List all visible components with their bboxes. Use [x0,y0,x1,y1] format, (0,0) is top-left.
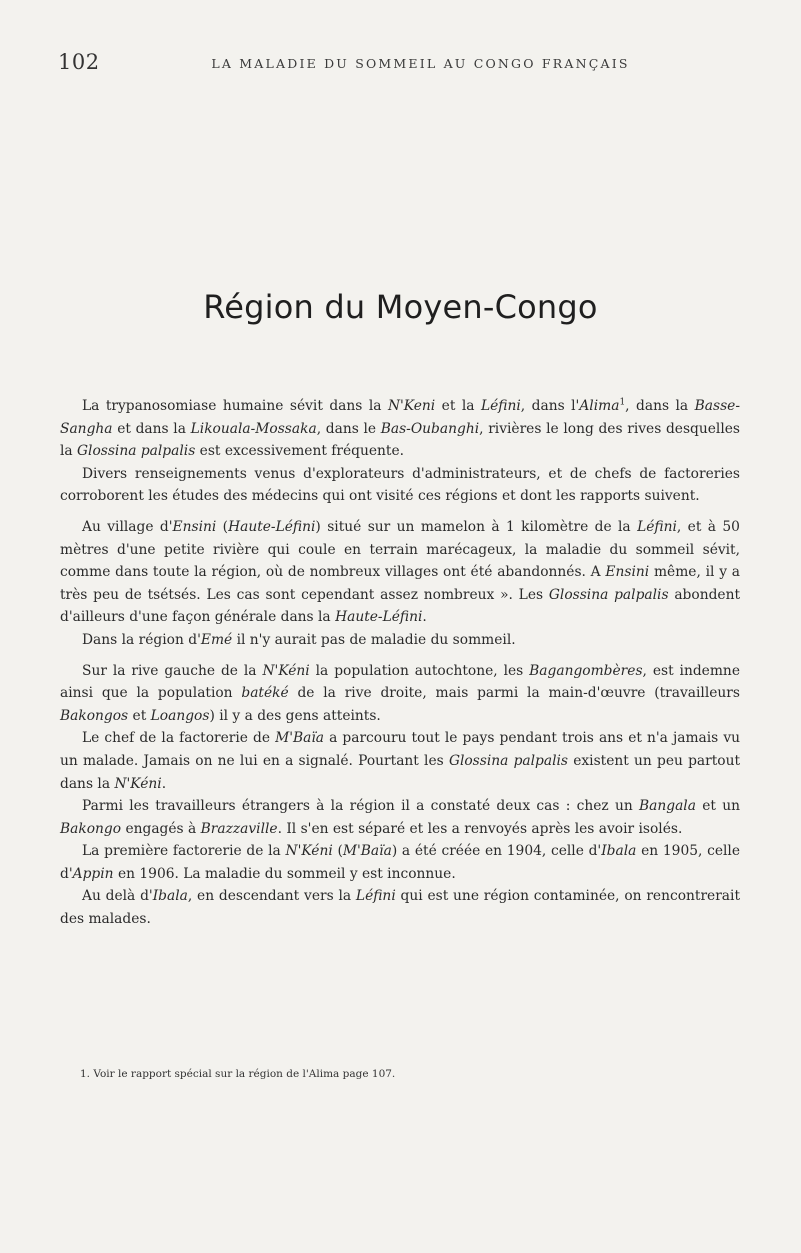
paragraph-2: Divers renseignements venus d'explorateurs d'administrateurs, et de chefs de factoreries corroborent les études des médecins qui ont visité ces régions et dont les rapports suivent. [60,465,740,505]
paragraph-9: Au delà d'Ibala, en descendant vers la Léfini qui est une région contaminée, on rencontrerait des malades. [60,888,740,928]
paragraph-8: La première factorerie de la N'Kéni (M'Baïa) a été créée en 1904, celle d'Ibala en 1905, celle d'Appin en 1906. La maladie du sommeil y est inconnue. [60,843,740,882]
paragraph-3: Au village d'Ensini (Haute-Léfini) situé sur un mamelon à 1 kilomètre de la Léfini, et à 50 mètres d'une petite rivière qui coule en terrain marécageux, la maladie du sommeil sévit, comme dans toute la région, où de nombreux villages ont été abandonnés. A Ensini même, il y a très peu de tsétsés. Les cas sont cependant assez nombreux ». Les Glossina palpalis abondent d'ailleurs d'une façon générale dans la Haute-Léfini. [60,518,741,626]
page-number: 102 [58,50,100,74]
paragraph-1: La trypanosomiase humaine sévit dans la N'Keni et la Léfini, dans l'Alima$^1$, dans la Basse-Sangha et dans la Likouala-Mossaka, dans le Bas-Oubanghi, rivières le long des rives desquelles la Glossina palpalis est excessivement fréquente. [60,397,740,460]
running-head: LA MALADIE DU SOMMEIL AU CONGO FRANÇAIS [211,56,630,71]
body-text [60,395,740,931]
paragraph-5: Sur la rive gauche de la N'Kéni la population autochtone, les Bagangombères, est indemne ainsi que la population batéké de la rive droite, mais parmi la main-d'œuvre (travailleurs Bakongos et Loangos) il y a des gens atteints. [60,662,740,724]
footnote: 1. Voir le rapport spécial sur la région de l'Alima page 107. [80,1068,396,1080]
paragraph-4: Dans la région d'Emé il n'y aurait pas de maladie du sommeil. [82,631,516,648]
paragraph-7: Parmi les travailleurs étrangers à la région il a constaté deux cas : chez un Bangala et un Bakongo engagés à Brazzaville. Il s'en est séparé et les a renvoyés après les avoir isolés. [60,798,740,837]
paragraph-6: Le chef de la factorerie de M'Baïa a parcouru tout le pays pendant trois ans et n'a jamais vu un malade. Jamais on ne lui en a signalé. Pourtant les Glossina palpalis existent un peu partout dans la N'Kéni. [60,730,741,792]
page-title: Région du Moyen-Congo [203,288,598,326]
footnote-marker: 1 [619,397,626,408]
